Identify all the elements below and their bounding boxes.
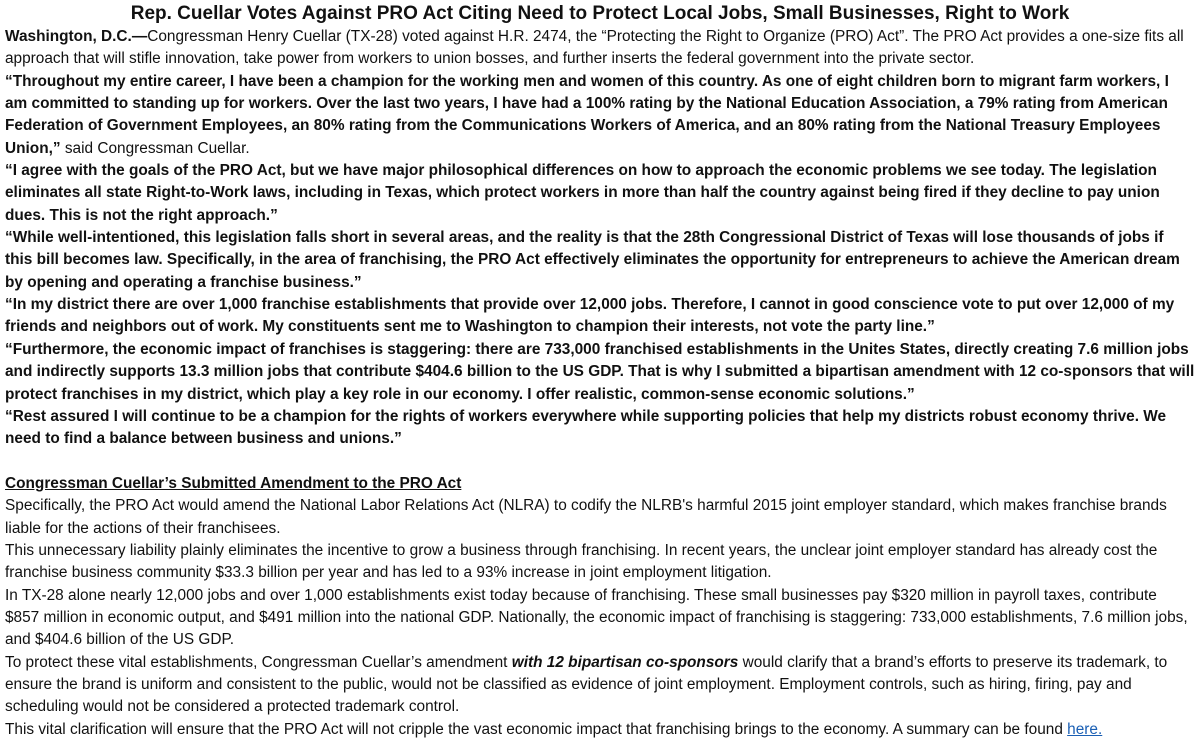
intro-paragraph bbox=[5, 26, 1195, 71]
amendment-section bbox=[5, 473, 1195, 495]
summary-text: This vital clarification will ensure that the PRO Act will not cripple the vast economic impact that franchising brings to the economy. A summary can be found bbox=[5, 720, 1068, 738]
quote-district-jobs: “In my district there are over 1,000 franchise establishments that provide over 12,000 jobs. Therefore, I cannot in good conscience vote to put over 12,000 of my friends and neighbors out of work. My constituents sent me to Washington to champion their interests, not vote the party line.” bbox=[5, 296, 1175, 336]
section-spacer bbox=[5, 451, 1195, 473]
quote-career bbox=[5, 71, 1195, 160]
amendment-paragraph-liability: This unnecessary liability plainly eliminates the incentive to grow a business through franchising. In recent years, the unclear joint employer standard has already cost the franchise business community $33.3 billion per year and has led to a 93% increase in joint employment litigation. bbox=[5, 541, 1158, 582]
amendment-paragraph-summary bbox=[5, 719, 1195, 741]
quote-franchising: “While well-intentioned, this legislation falls short in several areas, and the reality is that the 28th Congressional District of Texas will lose thousands of jobs if this bill becomes law. Specifically, in the area of franchising, the PRO Act effectively eliminates the opportunity for entrepreneurs to achieve the American dream by opening and operating a franchise business.” bbox=[5, 229, 1180, 291]
summary-link[interactable]: here. bbox=[1067, 720, 1103, 738]
page-title: Rep. Cuellar Votes Against PRO Act Citing Need to Protect Local Jobs, Small Businesses, Right to Work bbox=[130, 3, 1070, 24]
amendment-paragraph-nlra: Specifically, the PRO Act would amend the National Labor Relations Act (NLRA) to codify the NLRB's harmful 2015 joint employer standard, which makes franchise brands liable for the actions of their franchisees. bbox=[5, 497, 1167, 537]
quote-career-text: “Throughout my entire career, I have been a champion for the working men and women of this country. As one of eight children born to migrant farm workers, I am committed to standing up for workers. Over the last two years, I have had a 100% rating by the National Education Association, a 79% rating from American Federation of Government Employees, an 80% rating from the Communications Workers of America, and an 80% rating from the National Treasury Employees Union,” bbox=[5, 72, 1169, 157]
intro-text: Congressman Henry Cuellar (TX-28) voted against H.R. 2474, the “Protecting the Right to Organize (PRO) Act”. The PRO Act provides a one-size fits all approach that will stifle innovation, take power from workers to union bosses, and further inserts the federal government into the private sector. bbox=[5, 28, 1184, 68]
quote-right-to-work: “I agree with the goals of the PRO Act, but we have major philosophical differences on how to approach the economic problems we see today. The legislation eliminates all state Right-to-Work laws, including in Texas, which protect workers in more than half the country against being fired if they decline to pay union dues. This is not the right approach.” bbox=[5, 162, 1160, 224]
amendment-heading: Congressman Cuellar’s Submitted Amendment to the PRO Act bbox=[5, 474, 462, 492]
cosponsors-emphasis: with 12 bipartisan co-sponsors bbox=[511, 653, 739, 671]
quote-economic-impact: “Furthermore, the economic impact of franchises is staggering: there are 733,000 franchised establishments in the Unites States, directly creating 7.6 million jobs and indirectly supports 13.3 million jobs that contribute $404.6 billion to the US GDP. That is why I submitted a bipartisan amendment with 12 co-sponsors that will protect franchises in my district, which play a key role in our economy. I offer realistic, common-sense economic solutions.” bbox=[5, 340, 1195, 403]
amendment-protect-text: To protect these vital establishments, Congressman Cuellar’s amendment bbox=[5, 653, 512, 671]
amendment-paragraph-protect bbox=[5, 652, 1195, 719]
amendment-paragraph-tx28: In TX-28 alone nearly 12,000 jobs and over 1,000 establishments exist today because of franchising. These small businesses pay $320 million in payroll taxes, contribute $857 million in economic output, and $491 million into the national GDP. Nationally, the economic impact of franchising is staggering: 733,000 establishments, 7.6 million jobs, and $404.6 billion of the US GDP. bbox=[5, 586, 1188, 649]
dateline: Washington, D.C.— bbox=[5, 28, 148, 45]
amendment-protect-continued: would clarify that a brand’s efforts to preserve its trademark, to ensure the brand is uniform and consistent to the public, would not be classified as evidence of joint employment. Employment controls, such as hiring, firing, pay and scheduling would not be considered a protected trademark control. bbox=[5, 653, 1168, 716]
quote-balance: “Rest assured I will continue to be a champion for the rights of workers everywhere while supporting policies that help my districts robust economy thrive. We need to find a balance between business and unions.” bbox=[5, 407, 1167, 448]
quote-attribution: said Congressman Cuellar. bbox=[60, 139, 250, 157]
